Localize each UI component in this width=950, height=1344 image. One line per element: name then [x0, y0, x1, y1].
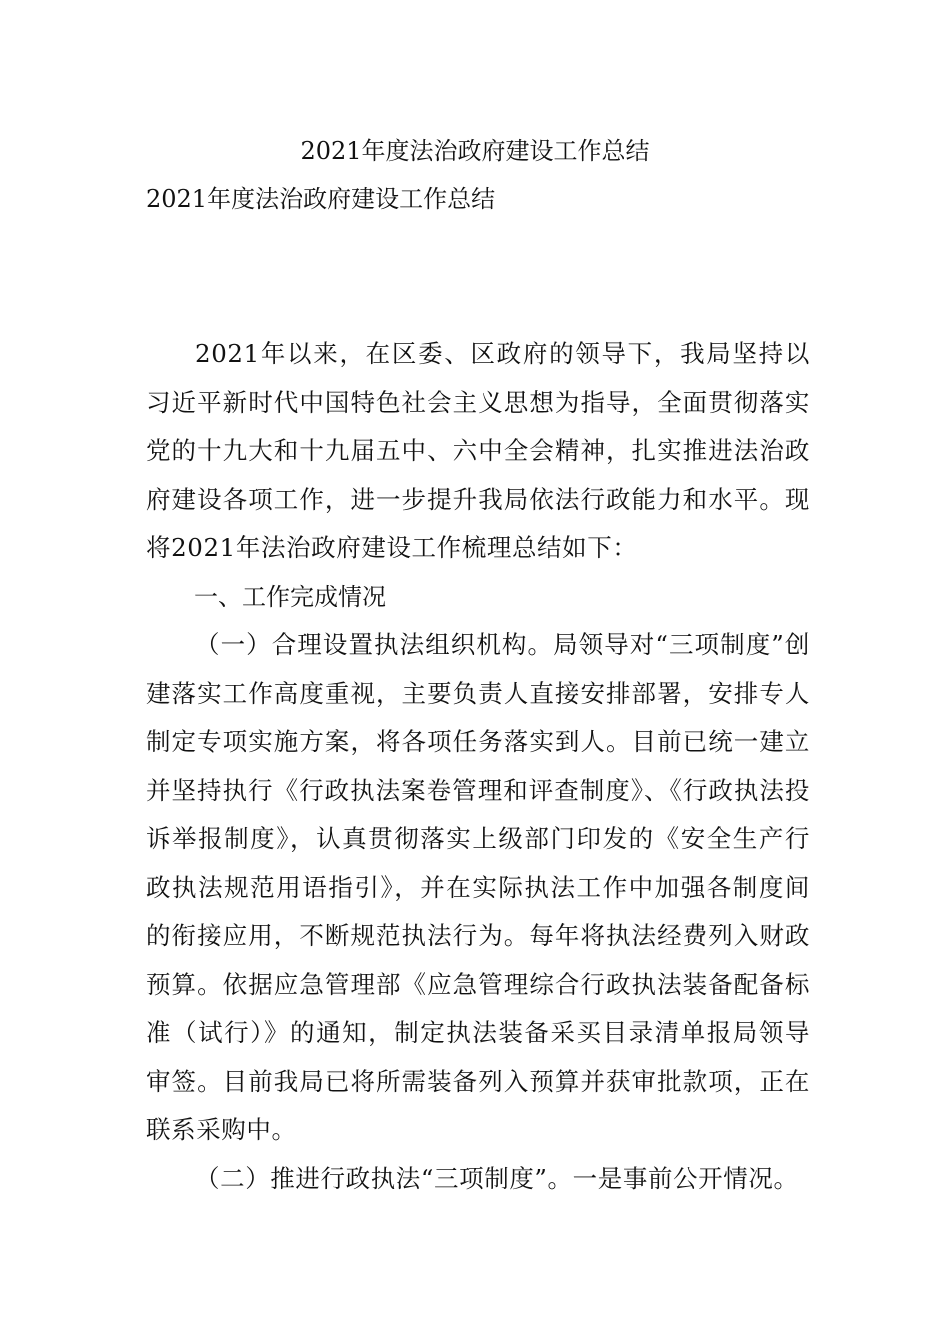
- intro-paragraph: 2021年以来，在区委、区政府的领导下，我局坚持以习近平新时代中国特色社会主义思想为指导，全面贯彻落实党的十九大和十九届五中、六中全会精神，扎实推进法治政府建设各项工作，进一步提升我局依法行政能力和水平。现将2021年法治政府建设工作梳理总结如下：: [146, 339, 810, 562]
- document-title: 2021年度法治政府建设工作总结: [300, 137, 650, 165]
- section-heading: 一、工作完成情况: [194, 582, 386, 611]
- section-1-paragraph: （一）合理设置执法组织机构。局领导对“三项制度”创建落实工作高度重视，主要负责人直接安排部署，安排专人制定专项实施方案，将各项任务落实到人。目前已统一建立并坚持执行《行政执法案卷管理和评查制度》、《行政执法投诉举报制度》，认真贯彻落实上级部门印发的《安全生产行政执法规范用语指引》，并在实际执法工作中加强各制度间的衔接应用，不断规范执法行为。每年将执法经费列入财政预算。依据应急管理部《应急管理综合行政执法装备配备标准（试行）》的通知，制定执法装备采买目录清单报局领导审签。目前我局已将所需装备列入预算并获审批款项，正在联系采购中。: [146, 630, 810, 1144]
- document-body: [146, 330, 810, 1203]
- document-subtitle: 2021年度法治政府建设工作总结: [146, 185, 496, 213]
- section-2-paragraph: （二）推进行政执法“三项制度”。一是事前公开情况。: [195, 1163, 799, 1193]
